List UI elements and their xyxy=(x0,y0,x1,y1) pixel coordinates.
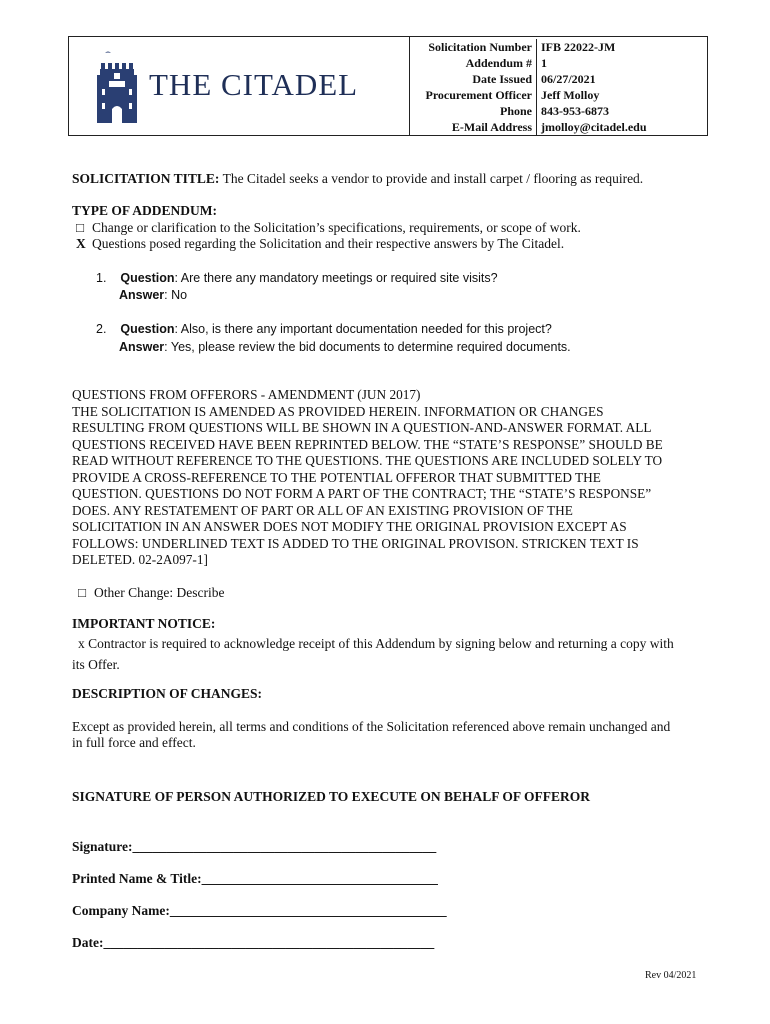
amendment-line: DELETED. 02-2A097-1] xyxy=(72,552,208,567)
info-label: Solicitation Number xyxy=(409,39,537,55)
signature-field[interactable]: Signature:_____________________________________________ xyxy=(72,839,437,854)
notice-text: Contractor is required to acknowledge receipt of this Addendum by signing below and returning a copy with xyxy=(84,636,674,651)
answer-label: Answer xyxy=(119,340,165,354)
logo-wordmark: THE CITADEL xyxy=(149,67,359,102)
addendum-type-heading: TYPE OF ADDENDUM: xyxy=(72,203,217,218)
question-text: : Also, is there any important documentation needed for this project? xyxy=(174,322,552,336)
amendment-line: QUESTIONS RECEIVED HAVE BEEN REPRINTED BELOW. THE “STATE’S RESPONSE” SHOULD BE xyxy=(72,436,663,452)
signature-heading: SIGNATURE OF PERSON AUTHORIZED TO EXECUTE ON BEHALF OF OFFEROR xyxy=(72,789,590,804)
checkbox-checked-icon: X xyxy=(76,236,86,251)
info-label: Date Issued xyxy=(409,71,537,87)
info-row-procurement-officer xyxy=(409,87,707,103)
amendment-line: SOLICITATION IN AN ANSWER DOES NOT MODIFY THE ORIGINAL PROVISION EXCEPT AS xyxy=(72,519,627,534)
printed-name-title-field[interactable]: Printed Name & Title:___________________________________ xyxy=(72,871,438,886)
question-label: Question xyxy=(120,322,175,336)
qa-item-1-answer xyxy=(119,287,187,304)
qa-item-1-question xyxy=(96,270,498,287)
info-label: Phone xyxy=(409,103,537,119)
info-label: E-Mail Address xyxy=(409,119,537,135)
amendment-line: RESULTING FROM QUESTIONS WILL BE SHOWN IN A QUESTION-AND-ANSWER FORMAT. ALL xyxy=(72,420,652,435)
other-change-option xyxy=(78,585,224,602)
info-row-date-issued xyxy=(409,71,707,87)
amendment-line: PROVIDE A CROSS-REFERENCE TO THE POTENTIAL OFFEROR THAT SUBMITTED THE xyxy=(72,469,601,485)
amendment-block xyxy=(72,387,702,569)
info-label: Procurement Officer xyxy=(409,87,537,103)
date-field[interactable]: Date:_________________________________________________ xyxy=(72,935,435,950)
info-row-phone xyxy=(409,103,707,119)
info-value: IFB 22022-JM xyxy=(541,40,616,54)
amendment-line: QUESTION. QUESTIONS DO NOT FORM A PART OF THE CONTRACT; THE “STATE’S RESPONSE” xyxy=(72,486,652,501)
addendum-option-change xyxy=(76,220,581,237)
checkbox-unchecked-icon: □ xyxy=(78,585,87,600)
solicitation-title xyxy=(72,171,643,188)
qa-item-2-question xyxy=(96,321,552,338)
notice-line-2: its Offer. xyxy=(72,657,120,672)
info-row-addendum xyxy=(409,55,707,71)
amendment-line: QUESTIONS FROM OFFERORS - AMENDMENT (JUN 2017) xyxy=(72,387,421,402)
important-notice-heading: IMPORTANT NOTICE: xyxy=(72,616,216,631)
qa-number: 2. xyxy=(96,322,107,336)
amendment-line: DOES. ANY RESTATEMENT OF PART OR ALL OF AN EXISTING PROVISION OF THE xyxy=(72,502,573,518)
other-change-text: Other Change: Describe xyxy=(94,585,225,600)
qa-item-2-answer xyxy=(119,339,571,356)
notice-check-icon: x xyxy=(78,636,85,651)
info-value: jmolloy@citadel.edu xyxy=(541,120,647,134)
addendum-option-questions xyxy=(76,236,564,253)
answer-text: : No xyxy=(164,288,188,302)
company-name-field[interactable]: Company Name:_________________________________________ xyxy=(72,903,447,918)
header-box xyxy=(68,36,708,136)
amendment-line: FOLLOWS: UNDERLINED TEXT IS ADDED TO THE ORIGINAL PROVISON. STRICKEN TEXT IS xyxy=(72,535,639,551)
citadel-castle-icon xyxy=(97,49,137,125)
changes-line-1: Except as provided herein, all terms and conditions of the Solicitation referenced above remain unchanged and xyxy=(72,719,671,734)
info-value: 843-953-6873 xyxy=(541,104,609,118)
description-of-changes-heading: DESCRIPTION OF CHANGES: xyxy=(72,686,263,701)
info-value: 06/27/2021 xyxy=(541,72,596,86)
amendment-line: THE SOLICITATION IS AMENDED AS PROVIDED HEREIN. INFORMATION OR CHANGES xyxy=(72,403,604,419)
revision-label: Rev 04/2021 xyxy=(645,970,697,981)
question-text: : Are there any mandatory meetings or required site visits? xyxy=(174,271,498,285)
amendment-line: READ WITHOUT REFERENCE TO THE QUESTIONS. THE QUESTIONS ARE INCLUDED SOLELY TO xyxy=(72,453,663,468)
changes-line-2: in full force and effect. xyxy=(72,735,196,750)
qa-number: 1. xyxy=(96,271,107,285)
solicitation-info-table xyxy=(409,39,707,135)
info-row-solicitation-number xyxy=(409,39,707,55)
answer-text: : Yes, please review the bid documents to determine required documents. xyxy=(164,340,571,354)
notice-line-1 xyxy=(78,636,674,653)
answer-label: Answer xyxy=(119,288,165,302)
info-row-email xyxy=(409,119,707,135)
solicitation-title-label: SOLICITATION TITLE: xyxy=(72,171,220,186)
logo-cell xyxy=(69,37,410,135)
info-label: Addendum # xyxy=(409,55,537,71)
addendum-option-questions-text: Questions posed regarding the Solicitation and their respective answers by The Citadel. xyxy=(92,236,565,251)
info-value: 1 xyxy=(541,56,547,70)
solicitation-title-text: The Citadel seeks a vendor to provide and install carpet / flooring as required. xyxy=(219,171,644,186)
addendum-option-change-text: Change or clarification to the Solicitation’s specifications, requirements, or scope of work. xyxy=(92,220,581,235)
question-label: Question xyxy=(120,271,175,285)
info-value: Jeff Molloy xyxy=(541,88,600,102)
checkbox-unchecked-icon: □ xyxy=(76,220,85,235)
